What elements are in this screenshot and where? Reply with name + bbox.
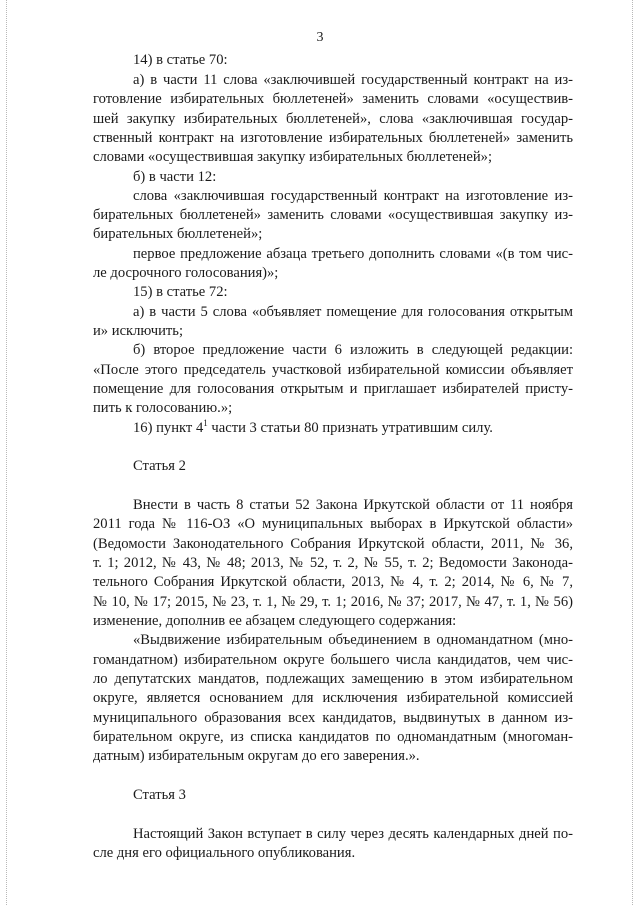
- paragraph-line: Настоящий Закон вступает в силу через десять календарных дней по-: [133, 826, 573, 842]
- paragraph-line: сле дня его официального опубликования.: [93, 845, 356, 861]
- paragraph-line: ле досрочного голосования)»;: [93, 265, 279, 281]
- paragraph-line: бирательном округе, из списка кандидатов по одномандатным (многоман-: [93, 729, 573, 745]
- paragraph-line: муниципального образования всех кандидатов, выдвинутых в данном из-: [93, 710, 573, 726]
- paragraph-line: датным) избирательным округам до его заверения.».: [93, 748, 420, 764]
- item-16: [133, 419, 493, 437]
- article-3-heading: Статья 3: [133, 787, 186, 803]
- paragraph-line: бирательных бюллетеней» заменить словами «осуществившая закупку из-: [93, 207, 573, 223]
- paragraph-line: тельного Собрания Иркутской области, 2013, № 4, т. 2; 2014, № 6, № 7,: [93, 574, 573, 590]
- article-2-heading: Статья 2: [133, 458, 186, 474]
- paragraph-line: готовление избирательных бюллетеней» заменить словами «осуществив-: [93, 91, 573, 107]
- paragraph-line: б) второе предложение части 6 изложить в следующей редакции:: [133, 342, 573, 358]
- paragraph-line: ственный контракт на изготовление избирательных бюллетеней» заменить: [93, 130, 573, 146]
- paragraph-line: ло депутатских мандатов, подлежащих замещению в этом избирательном: [93, 671, 573, 687]
- paragraph-line: «После этого председатель участковой избирательной комиссии объявляет: [93, 362, 573, 378]
- item-15-heading: 15) в статье 72:: [133, 284, 228, 300]
- paragraph-line: изменение, дополнив ее абзацем следующего содержания:: [93, 613, 457, 629]
- item-16-end: части 3 статьи 80 признать утратившим силу.: [207, 420, 493, 436]
- paragraph-line: а) в части 11 слова «заключившей государственный контракт на из-: [133, 72, 573, 88]
- paragraph-line: слова «заключившая государственный контракт на изготовление из-: [133, 188, 573, 204]
- paragraph-line: т. 1; 2012, № 43, № 48; 2013, № 52, т. 2, № 55, т. 2; Ведомости Законода-: [93, 555, 573, 571]
- paragraph-line: первое предложение абзаца третьего дополнить словами «(в том чис-: [133, 246, 573, 262]
- paragraph-line: 2011 года № 116-ОЗ «О муниципальных выборах в Иркутской области»: [93, 516, 573, 532]
- paragraph-line: словами «осуществившая закупку избирательных бюллетеней»;: [93, 149, 492, 165]
- paragraph-line: бирательных бюллетеней»;: [93, 226, 263, 242]
- paragraph-line: и» исключить;: [93, 323, 183, 339]
- paragraph-line: Внести в часть 8 статьи 52 Закона Иркутской области от 11 ноября: [133, 497, 573, 513]
- paragraph-line: пить к голосованию.»;: [93, 400, 233, 416]
- paragraph-line: «Выдвижение избирательным объединением в одномандатном (мно-: [133, 632, 573, 648]
- paragraph-line: шей закупку избирательных бюллетеней», слова «заключившая государ-: [93, 111, 573, 127]
- scan-edge-right: [632, 0, 634, 905]
- paragraph-line: округе, является основанием для исключения избирательной комиссией: [93, 690, 573, 706]
- item-16-start: 16) пункт 4: [133, 420, 204, 436]
- page-number: 3: [316, 30, 324, 45]
- item-14-heading: 14) в статье 70:: [133, 52, 228, 68]
- paragraph-line: а) в части 5 слова «объявляет помещение для голосования открытым: [133, 304, 573, 320]
- scan-edge-left: [6, 0, 8, 905]
- paragraph-line: № 10, № 17; 2015, № 23, т. 1, № 29, т. 1; 2016, № 37; 2017, № 47, т. 1, № 56): [93, 594, 573, 610]
- paragraph-line: гомандатном) избирательном округе большего числа кандидатов, чем чис-: [93, 652, 573, 668]
- paragraph-line: б) в части 12:: [133, 169, 217, 185]
- paragraph-line: (Ведомости Законодательного Собрания Иркутской области, 2011, № 36,: [93, 536, 573, 552]
- paragraph-line: помещение для голосования открытым и приглашает избирателей присту-: [93, 381, 573, 397]
- superscript: 1: [203, 418, 208, 428]
